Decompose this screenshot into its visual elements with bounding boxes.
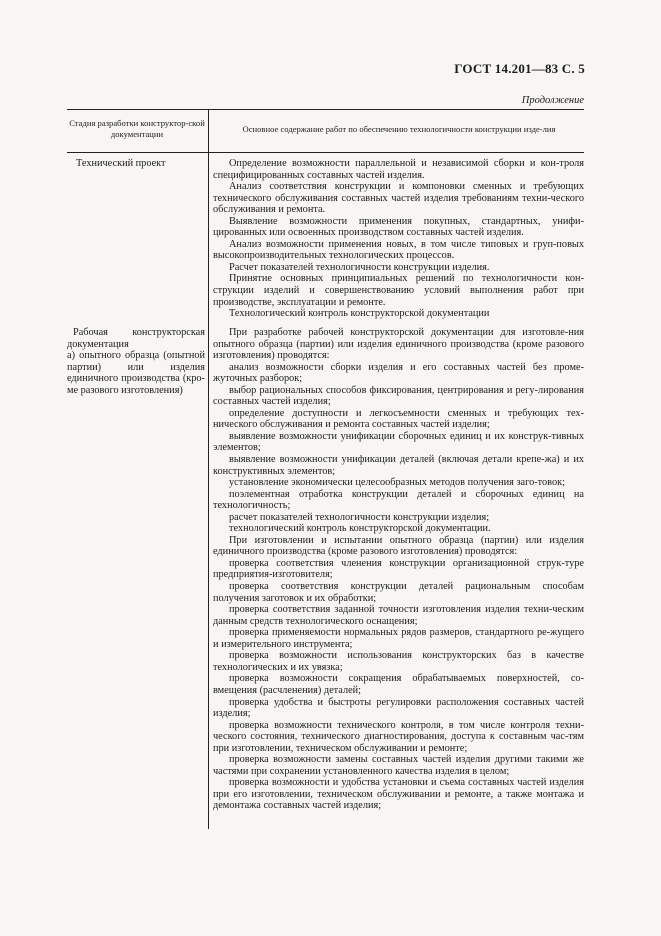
content-working-documentation (213, 327, 584, 812)
content-paragraph: технологический контроль конструкторской документации. (229, 523, 491, 535)
table-rule-top (67, 109, 584, 110)
document-header-code: ГОСТ 14.201—83 С. 5 (454, 61, 585, 76)
content-paragraph: проверка удобства и быстроты регулировки расположения составных частей изделия; (213, 696, 584, 720)
stage-working-documentation-title: Рабочая конструкторская документация (67, 327, 205, 350)
content-paragraph: определение доступности и легкосъемности сменных и требующих тех-нического обслуживания и ремонта составных частей изделия; (213, 407, 584, 431)
table-column-divider (208, 109, 209, 829)
content-technical-project (213, 158, 584, 320)
content-paragraph: выявление возможности унификации сборочных единиц и их конструк-тивных элементов; (213, 430, 584, 454)
table-rule-header (67, 152, 584, 153)
content-paragraph: проверка возможности замены составных частей изделия другими такими же частями при сохранении установленного качества изделия в целом; (213, 754, 584, 777)
content-paragraph: проверка соответствия членения конструкции организационной струк-туре предприятия-изготовителя; (213, 557, 584, 581)
content-paragraph: выбор рациональных способов фиксирования, центрирования и регу-лирования составных частей изделия; (213, 384, 584, 408)
stage-technical-project: Технический проект (76, 158, 166, 169)
stage-working-documentation (67, 327, 205, 396)
content-paragraph: Анализ возможности применения новых, в том числе типовых и груп-повых высокопроизводительных технологических процессов. (213, 238, 584, 262)
content-paragraph: проверка применяемости нормальных рядов размеров, стандартного ре-жущего и измерительного инструмента; (213, 627, 584, 650)
content-paragraph: проверка соответствия конструкции деталей рациональным способам получения заготовок и их обработки; (213, 581, 584, 604)
content-paragraph: проверка возможности технического контроля, в том числе контроля техни-ческого состояния, технического диагностирования, доступа к составным час-тям при изготовлении, техническом обслуживании и ремонте; (213, 719, 584, 754)
content-paragraph: проверка возможности сокращения обрабатываемых поверхностей, со-вмещения (расчленения) деталей; (213, 673, 584, 696)
content-paragraph: Принятие основных принципиальных решений по технологичности кон-струкции изделий и совершенствованию условий выполнения работ при производстве, эксплуатации и ремонте. (213, 273, 584, 308)
column-header-content: Основное содержание работ по обеспечению технологичности конструкции изде-лия (242, 124, 556, 134)
content-paragraph: анализ возможности сборки изделия и его составных частей без проме-жуточных разборок; (213, 361, 584, 385)
content-paragraph: Анализ соответствия конструкции и компоновки сменных и требующих технического обслуживания составных частей изделия требованиям техни-ческого обслуживания и ремонта. (213, 181, 584, 216)
content-paragraph: установление экономически целесообразных методов получения заго-товок; (229, 477, 565, 489)
content-paragraph: Расчет показателей технологичности конструкции изделия. (229, 261, 490, 273)
content-paragraph: проверка возможности и удобства установки и съема составных частей изделия при его изготовлении, техническом обслуживании и ремонте, а также монтажа и демонтажа составных частей изделия; (213, 777, 584, 812)
content-paragraph: Определение возможности параллельной и независимой сборки и кон-троля специфицированных составных частей изделия. (213, 158, 584, 181)
content-paragraph: Выявление возможности применения покупных, стандартных, унифи-цированных или освоенных производством составных частей изделия. (213, 215, 584, 239)
content-paragraph: расчет показателей технологичности конструкции изделия; (229, 511, 490, 523)
content-paragraph: При разработке рабочей конструкторской документации для изготовле-ния опытного образца (партии) или изделия единичного производства (кроме разового изготовления) проводятся: (213, 327, 584, 362)
content-paragraph: Технологический контроль конструкторской документации (229, 308, 490, 320)
content-paragraph: поэлементная отработка конструкции деталей и сборочных единиц на технологичность; (213, 488, 584, 512)
content-paragraph: проверка возможности использования конструкторских баз в качестве технологических и их увязка; (213, 650, 584, 673)
stage-working-documentation-substage: а) опытного образца (опытной партии) или изделия единичного производства (кро-ме разового изготовления) (67, 350, 205, 396)
column-header-stage: Стадия разработки конструктор-ской документации (69, 118, 205, 139)
continuation-label: Продолжение (521, 95, 584, 106)
content-paragraph: выявление возможности унификации деталей (включая детали крепе-жа) и их конструктивных элементов; (213, 454, 584, 477)
content-paragraph: При изготовлении и испытании опытного образца (партии) или изделия единичного производства (кроме разового изготовления) проводятся: (213, 534, 584, 558)
content-paragraph: проверка соответствия заданной точности изготовления изделия техни-ческим данным средств технологического оснащения; (213, 604, 584, 627)
